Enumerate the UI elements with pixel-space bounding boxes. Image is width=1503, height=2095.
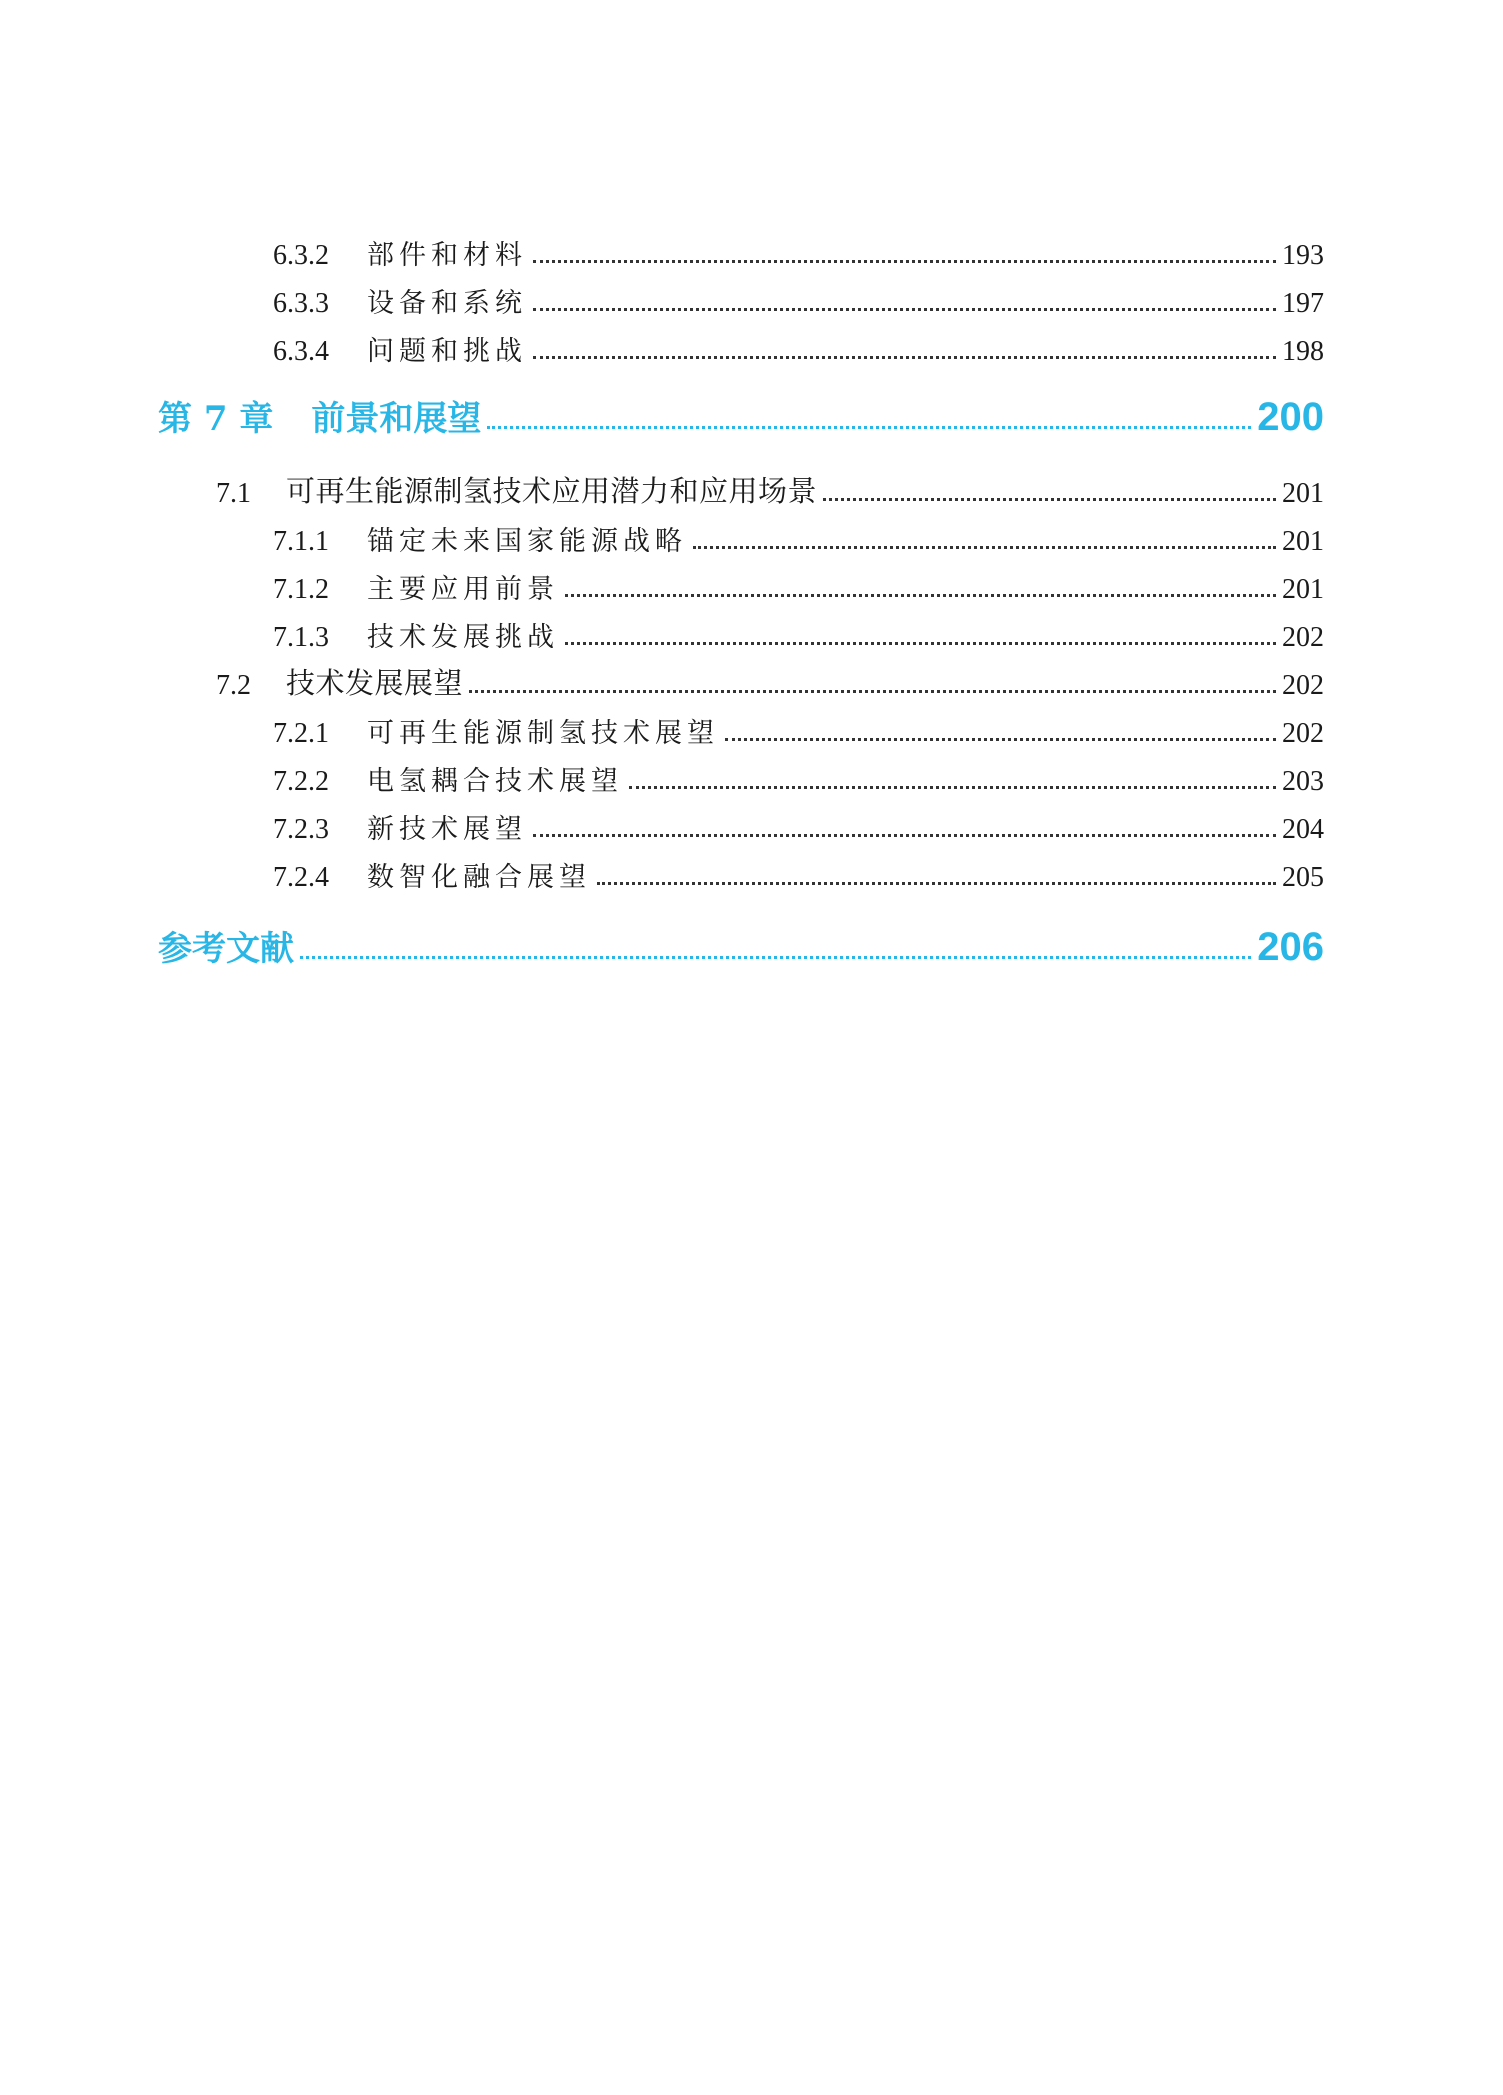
toc-entry-7-1-3[interactable] [0, 614, 1503, 654]
page-number: 205 [1282, 862, 1324, 893]
toc-entry-7-2-1[interactable] [0, 710, 1503, 750]
entry-number: 6.3.2 [273, 240, 329, 271]
page-number: 201 [1282, 574, 1324, 605]
dot-leader [533, 308, 1276, 311]
entry-number: 7.2.3 [273, 814, 329, 845]
dot-leader [629, 786, 1276, 789]
dot-leader [487, 426, 1251, 429]
page-number: 201 [1282, 478, 1324, 509]
chapter-number: 第 7 章 [158, 399, 274, 439]
toc-entry-7-2-4[interactable] [0, 854, 1503, 894]
dot-leader [300, 956, 1251, 959]
entry-number: 7.2.2 [273, 766, 329, 797]
entry-title: 新技术展望 [367, 814, 527, 845]
page-number: 202 [1282, 622, 1324, 653]
entry-title: 电氢耦合技术展望 [367, 766, 623, 797]
toc-entry-6-3-3[interactable] [0, 280, 1503, 320]
entry-title: 技术发展挑战 [367, 622, 559, 653]
page-number: 203 [1282, 766, 1324, 797]
page-number: 193 [1282, 240, 1324, 271]
dot-leader [693, 546, 1276, 549]
entry-title: 设备和系统 [367, 288, 527, 319]
entry-number: 6.3.3 [273, 288, 329, 319]
references-title: 参考文献 [158, 929, 294, 969]
entry-title: 可再生能源制氢技术展望 [367, 718, 719, 749]
toc-entry-7-1-2[interactable] [0, 566, 1503, 606]
entry-title: 问题和挑战 [367, 336, 527, 367]
dot-leader [565, 594, 1276, 597]
entry-number: 7.2.4 [273, 862, 329, 893]
entry-title: 部件和材料 [367, 240, 527, 271]
entry-number: 7.1.2 [273, 574, 329, 605]
dot-leader [533, 260, 1276, 263]
dot-leader [725, 738, 1276, 741]
entry-title: 可再生能源制氢技术应用潜力和应用场景 [286, 474, 818, 508]
dot-leader [565, 642, 1276, 645]
dot-leader [823, 498, 1276, 501]
toc-entry-7-1-1[interactable] [0, 518, 1503, 558]
toc-references[interactable] [0, 922, 1503, 970]
page-number: 202 [1282, 670, 1324, 701]
entry-number: 6.3.4 [273, 336, 329, 367]
page-number: 201 [1282, 526, 1324, 557]
page-number: 200 [1257, 395, 1324, 439]
toc-entry-7-2-2[interactable] [0, 758, 1503, 798]
chapter-title: 前景和展望 [311, 399, 482, 439]
page-number: 197 [1282, 288, 1324, 319]
dot-leader [533, 356, 1276, 359]
entry-title: 主要应用前景 [367, 574, 559, 605]
entry-number: 7.2 [216, 670, 251, 701]
toc-entry-7-2-3[interactable] [0, 806, 1503, 846]
page-number: 202 [1282, 718, 1324, 749]
dot-leader [533, 834, 1276, 837]
entry-title: 锚定未来国家能源战略 [367, 526, 687, 557]
dot-leader [469, 690, 1276, 693]
toc-entry-6-3-2[interactable] [0, 232, 1503, 272]
entry-number: 7.1.1 [273, 526, 329, 557]
page-number: 198 [1282, 336, 1324, 367]
toc-entry-7-2[interactable] [0, 662, 1503, 702]
toc-entry-6-3-4[interactable] [0, 328, 1503, 368]
entry-number: 7.1 [216, 478, 251, 509]
entry-title: 技术发展展望 [286, 666, 464, 700]
page-number: 204 [1282, 814, 1324, 845]
toc-chapter-7[interactable] [0, 392, 1503, 440]
entry-number: 7.1.3 [273, 622, 329, 653]
page-number: 206 [1257, 925, 1324, 969]
dot-leader [597, 882, 1276, 885]
entry-number: 7.2.1 [273, 718, 329, 749]
entry-title: 数智化融合展望 [367, 862, 591, 893]
toc-entry-7-1[interactable] [0, 470, 1503, 510]
